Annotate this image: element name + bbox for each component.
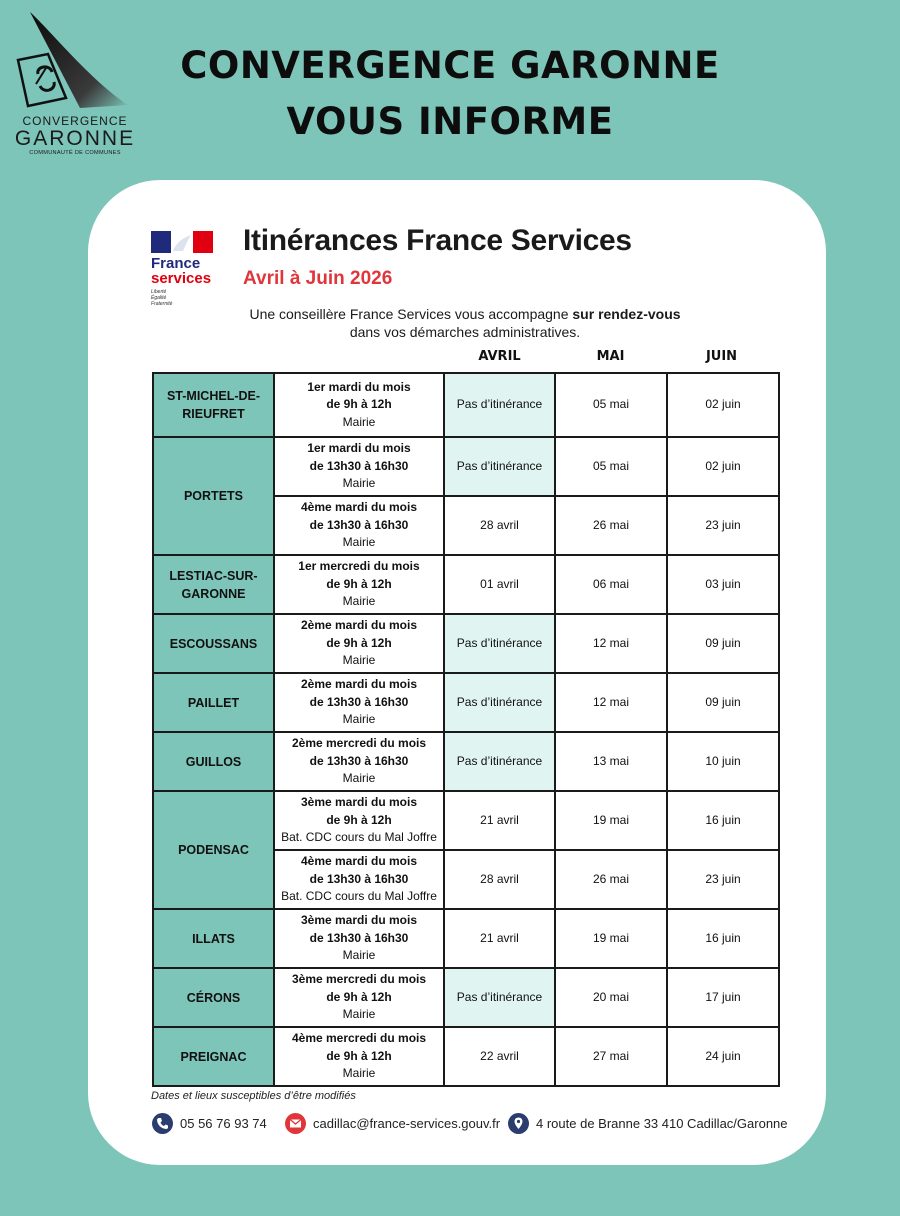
date-cell-avril: Pas d’itinérance — [444, 437, 555, 496]
page-title-line1: CONVERGENCE GARONNE — [180, 44, 720, 87]
schedule-hours: de 13h30 à 16h30 — [309, 930, 409, 945]
contact-phone[interactable] — [152, 1111, 267, 1135]
schedule-cell — [274, 909, 444, 968]
page-title-line2: VOUS INFORME — [286, 100, 614, 143]
schedule-cell — [274, 673, 444, 732]
schedule-cell — [274, 555, 444, 614]
commune-cell: LESTIAC-SUR-GARONNE — [153, 555, 274, 614]
table-row — [153, 1027, 779, 1086]
logo-line2: GARONNE — [14, 127, 136, 150]
schedule-cell — [274, 968, 444, 1027]
date-cell-avril: 28 avril — [444, 850, 555, 909]
date-cell-avril: Pas d’itinérance — [444, 968, 555, 1027]
footnote: Dates et lieux susceptibles d’être modifiés — [151, 1090, 356, 1102]
republic-motto: Liberté Égalité Fraternité — [151, 289, 173, 307]
document-subtitle: Avril à Juin 2026 — [243, 268, 393, 289]
france-services-brand-line1: France — [151, 255, 201, 272]
schedule-cell — [274, 614, 444, 673]
table-row — [153, 791, 779, 850]
schedule-hours: de 13h30 à 16h30 — [309, 694, 409, 709]
schedule-slot: 1er mardi du mois — [307, 441, 411, 456]
date-cell-avril: Pas d’itinérance — [444, 732, 555, 791]
schedule-slot: 3ème mercredi du mois — [291, 972, 427, 987]
commune-cell: PAILLET — [153, 673, 274, 732]
date-cell-avril: 21 avril — [444, 791, 555, 850]
schedule-place: Mairie — [342, 414, 376, 429]
mail-icon — [285, 1113, 306, 1134]
table-row — [153, 673, 779, 732]
date-cell-juin: 17 juin — [667, 968, 779, 1027]
schedule-slot: 4ème mercredi du mois — [291, 1031, 427, 1046]
schedule-place: Mairie — [342, 476, 376, 491]
date-cell-mai: 19 mai — [555, 909, 667, 968]
date-cell-mai: 12 mai — [555, 673, 667, 732]
date-cell-mai: 06 mai — [555, 555, 667, 614]
convergence-garonne-logo — [10, 10, 136, 160]
intro-part2: dans vos démarches administratives. — [349, 324, 581, 340]
schedule-cell — [274, 437, 444, 496]
schedule-hours: de 13h30 à 16h30 — [309, 871, 409, 886]
schedule-place: Bat. CDC cours du Mal Joffre — [281, 830, 437, 845]
commune-cell: GUILLOS — [153, 732, 274, 791]
date-cell-juin: 16 juin — [667, 791, 779, 850]
schedule-slot: 2ème mercredi du mois — [291, 736, 427, 751]
schedule-hours: de 13h30 à 16h30 — [309, 517, 409, 532]
commune-cell: PORTETS — [153, 437, 274, 555]
date-cell-avril: 01 avril — [444, 555, 555, 614]
table-row — [153, 555, 779, 614]
date-cell-mai: 26 mai — [555, 496, 667, 555]
schedule-place: Mairie — [342, 771, 376, 786]
column-header-avril: AVRIL — [478, 349, 521, 364]
intro-bold: sur rendez-vous — [572, 306, 681, 322]
schedule-place: Mairie — [342, 1066, 376, 1081]
schedule-cell — [274, 791, 444, 850]
document-title: Itinérances France Services — [243, 224, 632, 257]
date-cell-juin: 02 juin — [667, 437, 779, 496]
schedule-place: Mairie — [342, 712, 376, 727]
table-row — [153, 909, 779, 968]
schedule-hours: de 9h à 12h — [326, 1048, 392, 1063]
date-cell-juin: 10 juin — [667, 732, 779, 791]
schedule-hours: de 9h à 12h — [326, 812, 392, 827]
intro-text — [220, 305, 710, 341]
date-cell-mai: 19 mai — [555, 791, 667, 850]
schedule-place: Mairie — [342, 594, 376, 609]
date-cell-mai: 27 mai — [555, 1027, 667, 1086]
schedule-slot: 2ème mardi du mois — [300, 618, 418, 633]
date-cell-mai: 13 mai — [555, 732, 667, 791]
schedule-slot: 1er mardi du mois — [307, 379, 411, 394]
date-cell-avril: Pas d’itinérance — [444, 673, 555, 732]
table-row — [153, 968, 779, 1027]
date-cell-avril: 21 avril — [444, 909, 555, 968]
schedule-cell — [274, 850, 444, 909]
page-title — [130, 38, 770, 150]
date-cell-juin: 24 juin — [667, 1027, 779, 1086]
date-cell-juin: 09 juin — [667, 614, 779, 673]
schedule-slot: 4ème mardi du mois — [300, 854, 418, 869]
marianne-flag-icon — [151, 231, 213, 253]
logo-emblem-icon — [10, 10, 130, 120]
schedule-slot: 1er mercredi du mois — [298, 559, 420, 574]
contact-address — [508, 1111, 788, 1135]
schedule-cell — [274, 732, 444, 791]
table-row — [153, 732, 779, 791]
commune-cell: PREIGNAC — [153, 1027, 274, 1086]
commune-cell: ILLATS — [153, 909, 274, 968]
commune-cell: PODENSAC — [153, 791, 274, 909]
date-cell-mai: 20 mai — [555, 968, 667, 1027]
date-cell-mai: 12 mai — [555, 614, 667, 673]
email-address: cadillac@france-services.gouv.fr — [313, 1115, 501, 1131]
phone-icon — [152, 1113, 173, 1134]
date-cell-avril: Pas d’itinérance — [444, 614, 555, 673]
schedule-place: Mairie — [342, 653, 376, 668]
schedule-place: Bat. CDC cours du Mal Joffre — [281, 889, 437, 904]
schedule-hours: de 9h à 12h — [326, 635, 392, 650]
table-row — [153, 614, 779, 673]
date-cell-mai: 05 mai — [555, 437, 667, 496]
schedule-hours: de 13h30 à 16h30 — [309, 753, 409, 768]
schedule-place: Mairie — [342, 948, 376, 963]
location-pin-icon — [508, 1113, 529, 1134]
france-services-brand-line2: services — [151, 270, 212, 287]
contact-email[interactable] — [285, 1111, 500, 1135]
schedule-hours: de 9h à 12h — [326, 397, 392, 412]
logo-line1: CONVERGENCE — [22, 114, 128, 128]
date-cell-juin: 03 juin — [667, 555, 779, 614]
schedule-cell — [274, 373, 444, 437]
date-cell-avril: Pas d’itinérance — [444, 373, 555, 437]
schedule-cell — [274, 496, 444, 555]
schedule-slot: 3ème mardi du mois — [300, 795, 418, 810]
schedule-table — [152, 372, 780, 1087]
schedule-hours: de 13h30 à 16h30 — [309, 458, 409, 473]
schedule-slot: 3ème mardi du mois — [300, 913, 418, 928]
postal-address: 4 route de Branne 33 410 Cadillac/Garonne — [536, 1115, 788, 1131]
table-row — [153, 373, 779, 437]
date-cell-juin: 23 juin — [667, 850, 779, 909]
date-cell-juin: 23 juin — [667, 496, 779, 555]
date-cell-juin: 16 juin — [667, 909, 779, 968]
date-cell-juin: 09 juin — [667, 673, 779, 732]
phone-number: 05 56 76 93 74 — [180, 1115, 267, 1131]
commune-cell: ESCOUSSANS — [153, 614, 274, 673]
schedule-place: Mairie — [342, 1007, 376, 1022]
date-cell-avril: 22 avril — [444, 1027, 555, 1086]
date-cell-mai: 26 mai — [555, 850, 667, 909]
logo-line3: COMMUNAUTÉ DE COMMUNES — [29, 150, 121, 156]
schedule-hours: de 9h à 12h — [326, 989, 392, 1004]
intro-part1: Une conseillère France Services vous accompagne — [249, 306, 573, 322]
date-cell-avril: 28 avril — [444, 496, 555, 555]
schedule-cell — [274, 1027, 444, 1086]
schedule-slot: 2ème mardi du mois — [300, 677, 418, 692]
column-header-mai: MAI — [596, 349, 625, 364]
commune-cell: ST-MICHEL-DE-RIEUFRET — [153, 373, 274, 437]
column-header-juin: JUIN — [705, 349, 738, 364]
commune-cell: CÉRONS — [153, 968, 274, 1027]
date-cell-mai: 05 mai — [555, 373, 667, 437]
schedule-place: Mairie — [342, 535, 376, 550]
table-row — [153, 437, 779, 496]
schedule-slot: 4ème mardi du mois — [300, 500, 418, 515]
date-cell-juin: 02 juin — [667, 373, 779, 437]
schedule-hours: de 9h à 12h — [326, 576, 392, 591]
